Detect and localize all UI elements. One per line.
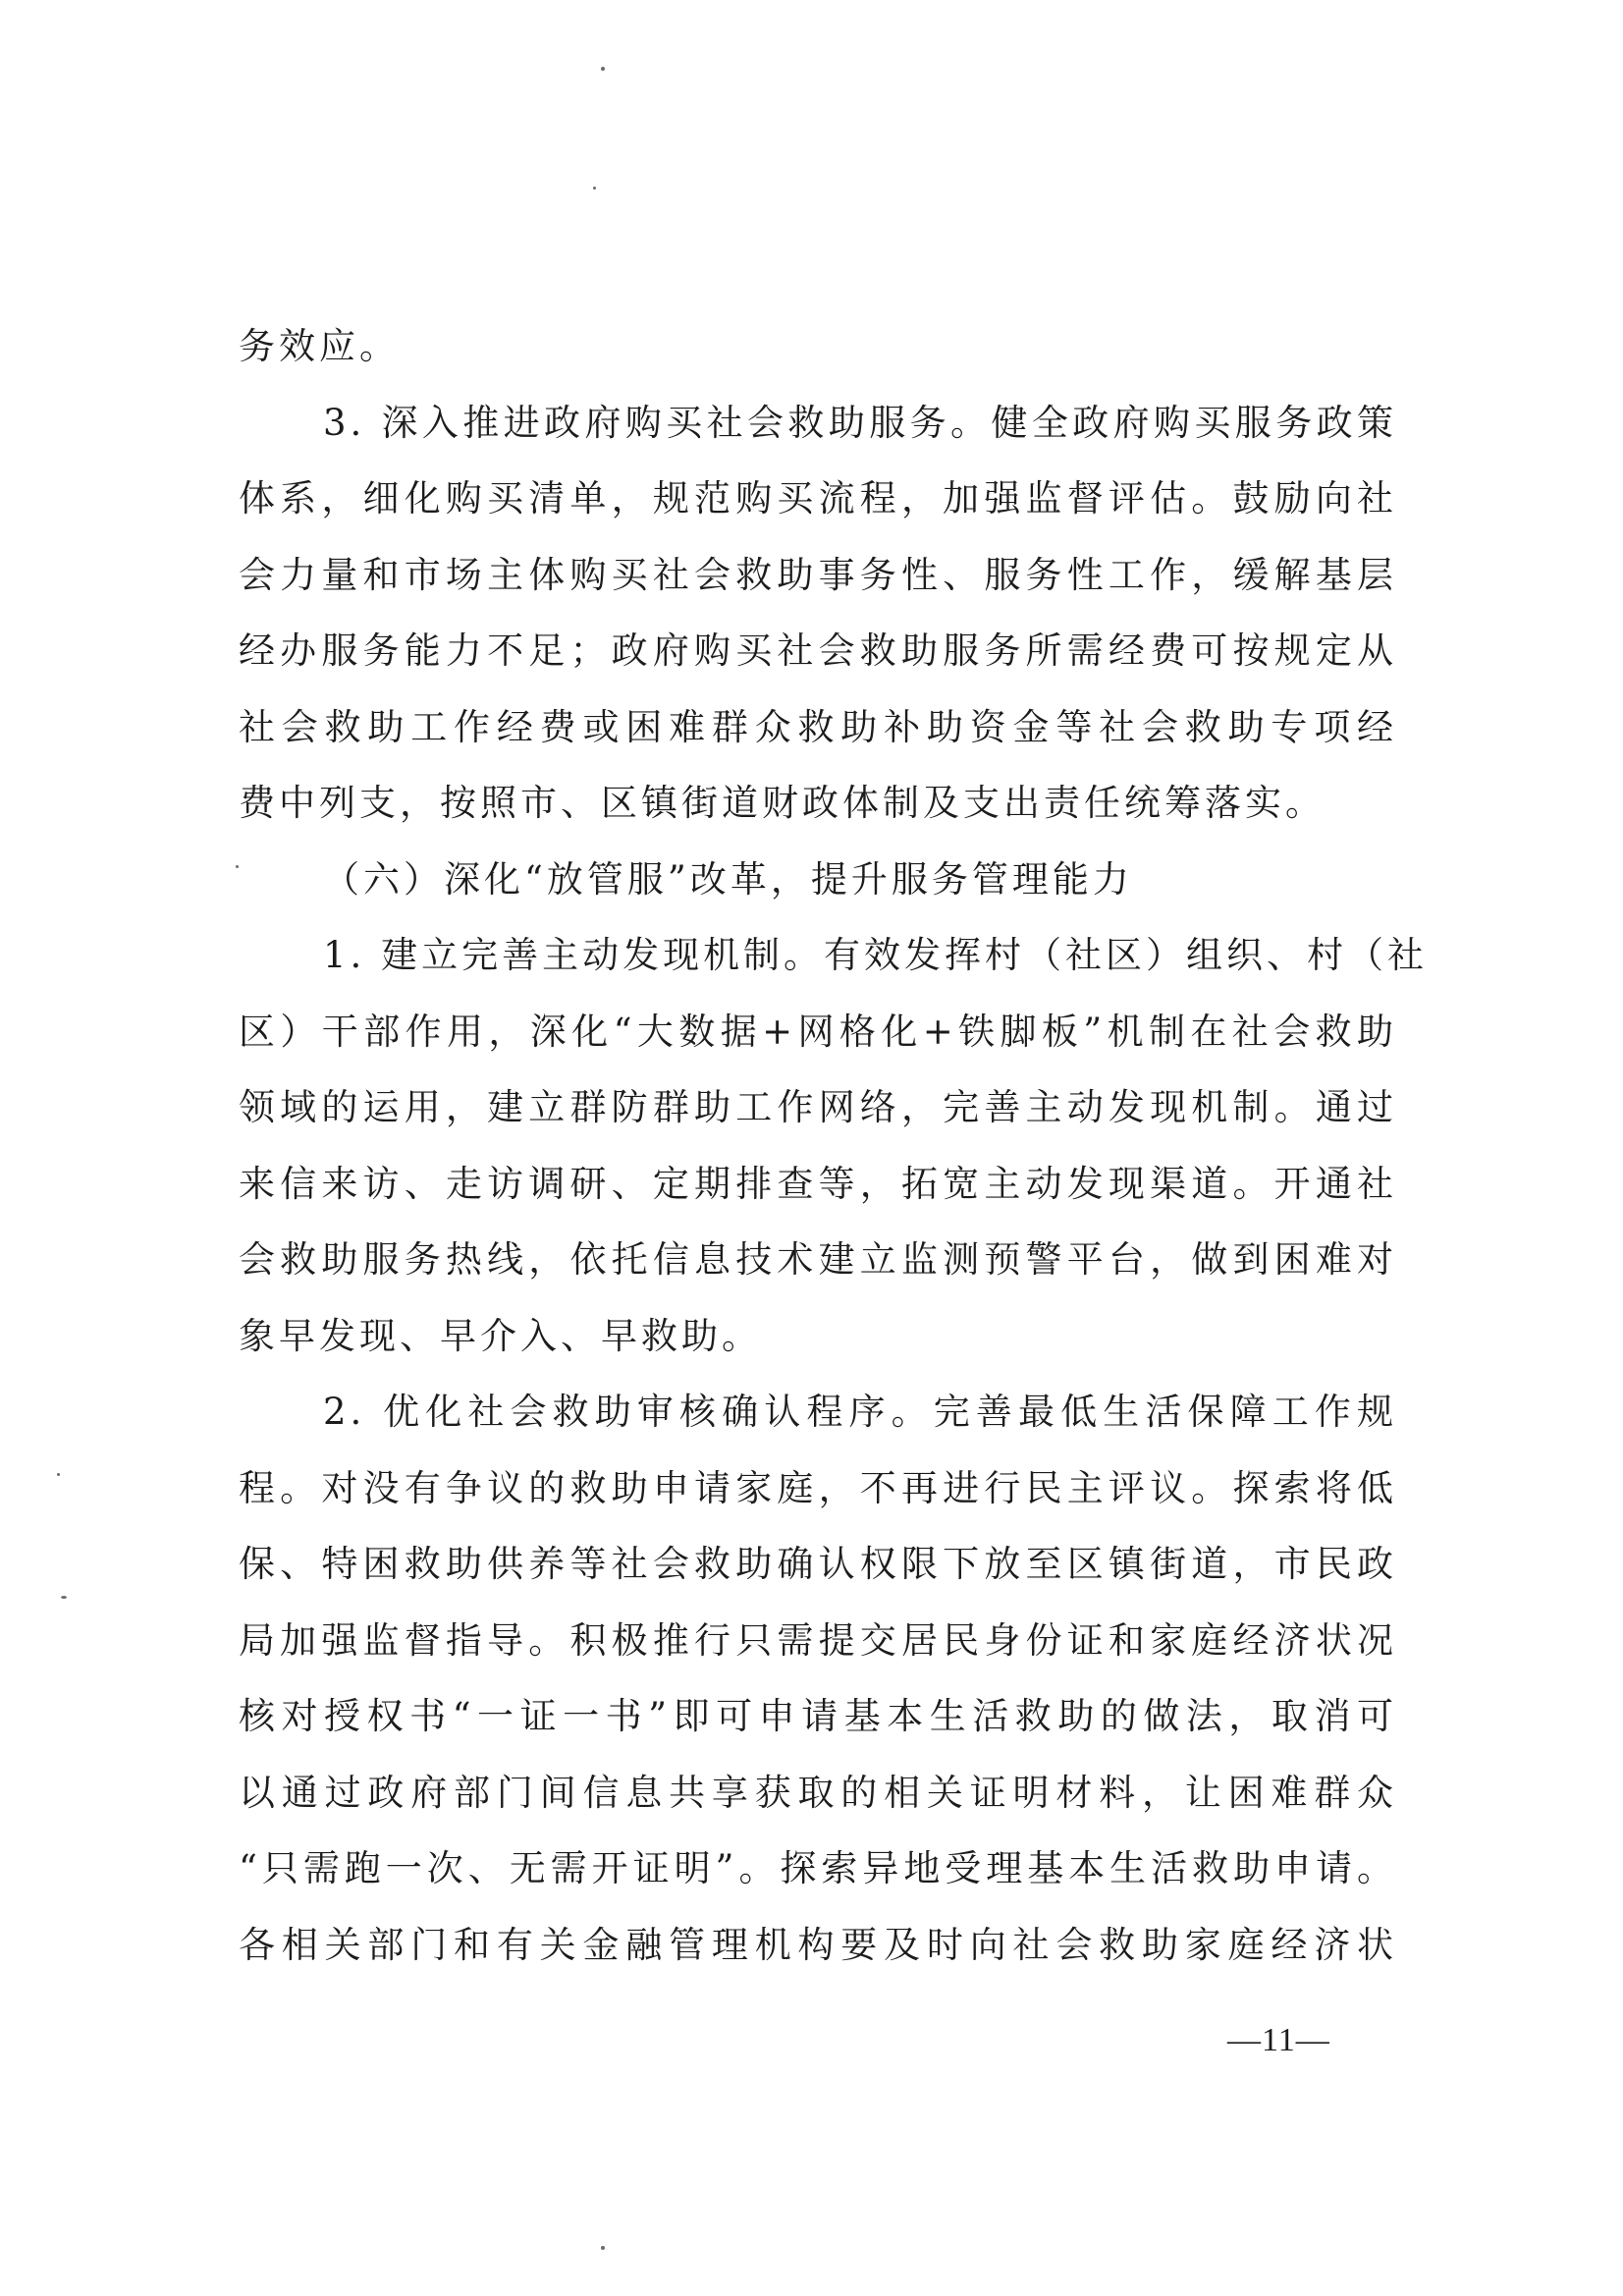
section-heading: （六）深化“放管服”改革，提升服务管理能力 (323, 857, 1133, 901)
scan-speck (601, 2246, 605, 2250)
paragraph-line: 费中列支，按照市、区镇街道财政体制及支出责任统筹落实。 (239, 782, 1325, 824)
paragraph-line: 来信来访、走访调研、定期排查等，拓宽主动发现渠道。开通社 (239, 1162, 1397, 1205)
paragraph-line: 体系，细化购买清单，规范购买流程，加强监督评估。鼓励向社 (239, 477, 1397, 519)
paragraph-line: 会力量和市场主体购买社会救助事务性、服务性工作，缓解基层 (239, 553, 1397, 596)
page-number: —11— (1227, 2022, 1330, 2058)
scan-speck (236, 865, 239, 868)
paragraph-line: 1. 建立完善主动发现机制。有效发挥村（社区）组织、村（社 (323, 934, 1429, 976)
scan-speck (601, 67, 605, 71)
paragraph-line: 经办服务能力不足；政府购买社会救助服务所需经费可按规定从 (239, 629, 1397, 672)
paragraph-line: 以通过政府部门间信息共享获取的相关证明材料，让困难群众 (239, 1771, 1397, 1814)
paragraph-line: 社会救助工作经费或困难群众救助补助资金等社会救助专项经 (239, 705, 1397, 748)
paragraph-line: “只需跑一次、无需开证明”。探索异地受理基本生活救助申请。 (239, 1847, 1397, 1889)
paragraph-line: 会救助服务热线，依托信息技术建立监测预警平台，做到困难对 (239, 1238, 1397, 1281)
paragraph-line: 3. 深入推进政府购买社会救助服务。健全政府购买服务政策 (323, 401, 1397, 444)
scan-speck (61, 1596, 67, 1599)
document-body (239, 308, 1429, 1983)
scan-speck (57, 1473, 60, 1476)
paragraph-line: 象早发现、早介入、早救助。 (239, 1314, 762, 1357)
scan-speck (593, 187, 596, 190)
paragraph-line: 各相关部门和有关金融管理机构要及时向社会救助家庭经济状 (239, 1923, 1397, 1966)
paragraph-line: 区）干部作用，深化“大数据+网格化+铁脚板”机制在社会救助 (239, 1010, 1397, 1053)
paragraph-line: 务效应。 (239, 325, 400, 367)
paragraph-line: 2. 优化社会救助审核确认程序。完善最低生活保障工作规 (323, 1391, 1397, 1433)
paragraph-line: 核对授权书“一证一书”即可申请基本生活救助的做法，取消可 (239, 1695, 1397, 1737)
paragraph-line: 程。对没有争议的救助申请家庭，不再进行民主评议。探索将低 (239, 1466, 1397, 1509)
paragraph-line: 局加强监督指导。积极推行只需提交居民身份证和家庭经济状况 (239, 1618, 1397, 1662)
paragraph-line: 保、特困救助供养等社会救助确认权限下放至区镇街道，市民政 (239, 1543, 1397, 1585)
paragraph-line: 领域的运用，建立群防群助工作网络，完善主动发现机制。通过 (239, 1086, 1397, 1128)
